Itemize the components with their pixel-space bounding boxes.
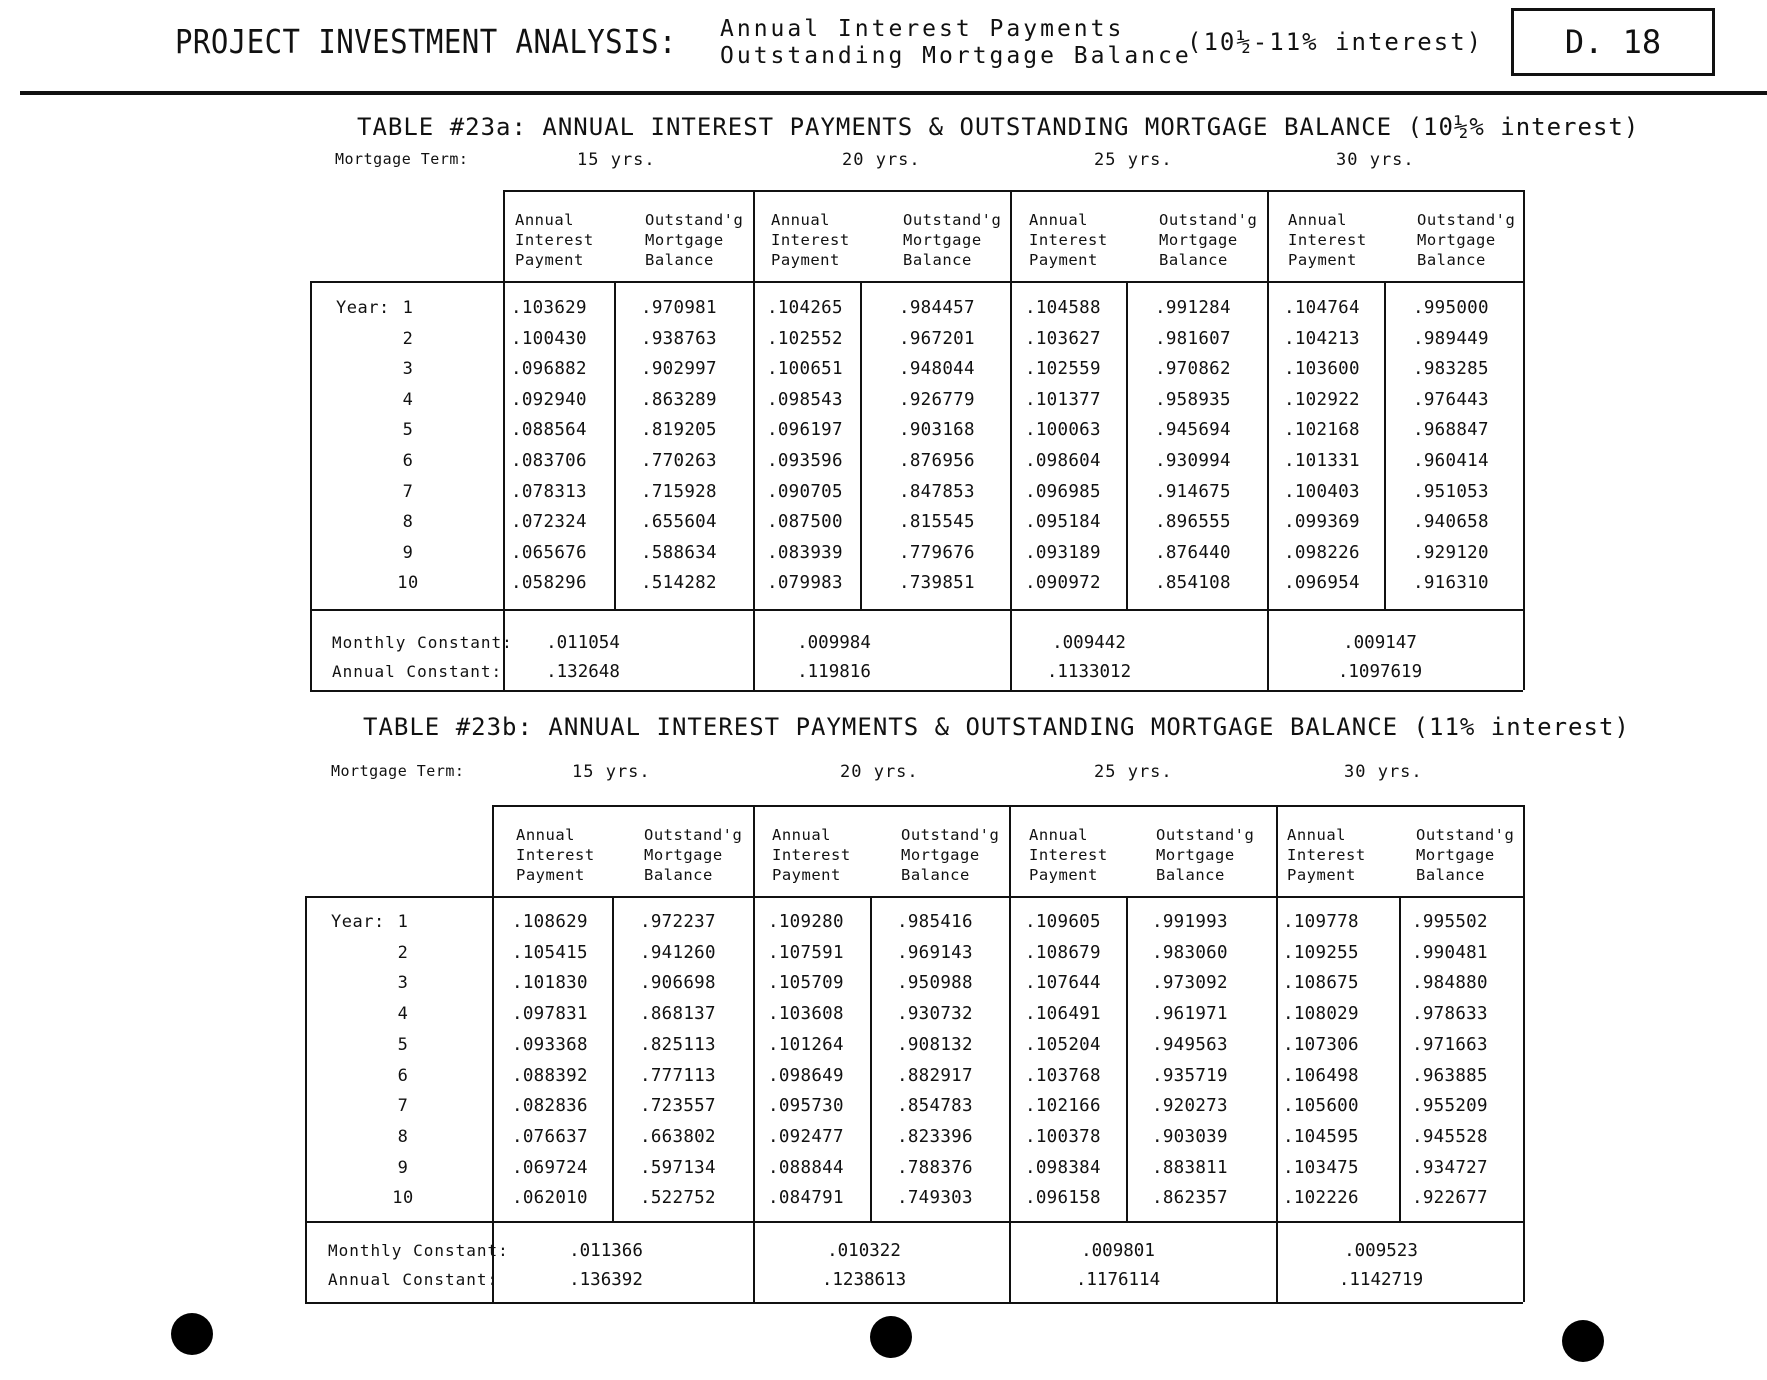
- mortgage-balance-cell: .847853: [899, 481, 975, 502]
- mortgage-balance-cell: .934727: [1412, 1157, 1488, 1178]
- page-subtitle-line-1: Annual Interest Payments: [720, 16, 1125, 42]
- interest-payment-cell: .108679: [1025, 942, 1101, 963]
- year-number: 1: [397, 912, 409, 932]
- mortgage-balance-cell: .972237: [640, 912, 716, 932]
- mortgage-balance-cell: .823396: [897, 1126, 973, 1147]
- mortgage-balance-cell: .655604: [641, 512, 717, 533]
- mortgage-balance-cell: .983060: [1152, 942, 1228, 963]
- term-group-rule: [503, 190, 505, 690]
- interest-payment-cell: .092940: [511, 389, 587, 410]
- mortgage-balance-cell: .958935: [1155, 389, 1231, 410]
- outstanding-balance-header: Outstand'g Mortgage Balance: [1416, 826, 1515, 884]
- mortgage-balance-cell: .777113: [640, 1065, 716, 1086]
- mortgage-balance-cell: .991993: [1152, 912, 1228, 932]
- interest-payment-cell: .100063: [1025, 420, 1101, 441]
- year-number: 8: [397, 1126, 409, 1147]
- interest-payment-cell: .098649: [768, 1065, 844, 1086]
- column-split-rule: [612, 896, 614, 1221]
- body-bottom-rule: [305, 1221, 1523, 1223]
- interest-payment-cell: .102922: [1284, 389, 1360, 410]
- mortgage-balance-cell: .940658: [1413, 512, 1489, 533]
- annual-interest-payment-header: Annual Interest Payment: [515, 211, 594, 269]
- mortgage-balance-cell: .854783: [897, 1096, 973, 1117]
- interest-payment-cell: .102552: [767, 328, 843, 349]
- interest-payment-cell: .101830: [512, 973, 588, 994]
- interest-payment-cell: .104265: [767, 298, 843, 318]
- interest-payment-cell: .093596: [767, 451, 843, 471]
- mortgage-balance-cell: .819205: [641, 420, 717, 441]
- interest-payment-cell: .104764: [1284, 298, 1360, 318]
- term-group-rule: [753, 190, 755, 690]
- interest-payment-cell: .088564: [511, 420, 587, 441]
- column-split-rule: [870, 896, 872, 1221]
- table-top-rule: [503, 190, 1523, 192]
- year-number: 6: [397, 1065, 409, 1086]
- monthly-constant-value: .011054: [546, 633, 620, 653]
- mortgage-balance-cell: .916310: [1413, 573, 1489, 594]
- mortgage-balance-cell: .902997: [641, 359, 717, 380]
- page-subtitle: [720, 16, 1192, 70]
- interest-payment-cell: .104595: [1283, 1126, 1359, 1147]
- mortgage-balance-cell: .788376: [897, 1157, 973, 1178]
- interest-payment-cell: .096954: [1284, 573, 1360, 594]
- interest-payment-cell: .092477: [768, 1126, 844, 1147]
- interest-payment-cell: .107644: [1025, 973, 1101, 994]
- interest-payment-cell: .100378: [1025, 1126, 1101, 1147]
- interest-payment-cell: .104588: [1025, 298, 1101, 318]
- mortgage-balance-cell: .926779: [899, 389, 975, 410]
- interest-payment-cell: .101377: [1025, 389, 1101, 410]
- mortgage-balance-cell: .978633: [1412, 1004, 1488, 1025]
- mortgage-balance-cell: .983285: [1413, 359, 1489, 380]
- annual-constant-label: Annual Constant:: [328, 1270, 499, 1289]
- interest-payment-cell: .105709: [768, 973, 844, 994]
- interest-payment-cell: .076637: [512, 1126, 588, 1147]
- column-split-rule: [1384, 281, 1386, 609]
- mortgage-balance-cell: .588634: [641, 542, 717, 563]
- year-label: Year:: [336, 298, 390, 318]
- right-rule: [1523, 805, 1525, 1302]
- interest-payment-cell: .088392: [512, 1065, 588, 1086]
- mortgage-balance-cell: .935719: [1152, 1065, 1228, 1086]
- year-number: 9: [402, 542, 414, 563]
- mortgage-balance-cell: .938763: [641, 328, 717, 349]
- body-bottom-rule: [310, 609, 1523, 611]
- outstanding-balance-header: Outstand'g Mortgage Balance: [903, 211, 1002, 269]
- mortgage-balance-cell: .906698: [640, 973, 716, 994]
- interest-payment-cell: .096985: [1025, 481, 1101, 502]
- mortgage-balance-cell: .903168: [899, 420, 975, 441]
- mortgage-balance-cell: .973092: [1152, 973, 1228, 994]
- interest-payment-cell: .083706: [511, 451, 587, 471]
- mortgage-balance-cell: .981607: [1155, 328, 1231, 349]
- interest-payment-cell: .088844: [768, 1157, 844, 1178]
- interest-payment-cell: .062010: [512, 1188, 588, 1209]
- mortgage-balance-cell: .995502: [1412, 912, 1488, 932]
- mortgage-balance-cell: .989449: [1413, 328, 1489, 349]
- interest-payment-cell: .102168: [1284, 420, 1360, 441]
- annual-interest-payment-header: Annual Interest Payment: [1029, 211, 1108, 269]
- mortgage-balance-cell: .969143: [897, 942, 973, 963]
- column-split-rule: [614, 281, 616, 609]
- annual-interest-payment-header: Annual Interest Payment: [771, 211, 850, 269]
- mortgage-balance-cell: .945528: [1412, 1126, 1488, 1147]
- right-rule: [1523, 190, 1525, 690]
- mortgage-balance-cell: .876956: [899, 451, 975, 471]
- mortgage-balance-cell: .749303: [897, 1188, 973, 1209]
- interest-payment-cell: .087500: [767, 512, 843, 533]
- year-number: 4: [397, 1004, 409, 1025]
- punch-hole-right: [1562, 1320, 1604, 1362]
- interest-payment-cell: .105415: [512, 942, 588, 963]
- interest-payment-cell: .109255: [1283, 942, 1359, 963]
- mortgage-balance-cell: .968847: [1413, 420, 1489, 441]
- mortgage-balance-cell: .896555: [1155, 512, 1231, 533]
- mortgage-balance-cell: .863289: [641, 389, 717, 410]
- interest-payment-cell: .093368: [512, 1034, 588, 1055]
- interest-payment-cell: .079983: [767, 573, 843, 594]
- interest-payment-cell: .107306: [1283, 1034, 1359, 1055]
- monthly-constant-label: Monthly Constant:: [328, 1241, 509, 1260]
- monthly-constant-label: Monthly Constant:: [332, 633, 513, 652]
- term-group-rule: [1276, 805, 1278, 1302]
- outstanding-balance-header: Outstand'g Mortgage Balance: [1159, 211, 1258, 269]
- interest-payment-cell: .103600: [1284, 359, 1360, 380]
- interest-payment-cell: .108675: [1283, 973, 1359, 994]
- annual-constant-label: Annual Constant:: [332, 662, 503, 681]
- year-number: 5: [402, 420, 414, 441]
- annual-constant-value: .119816: [797, 662, 871, 682]
- annual-constant-value: .136392: [569, 1270, 643, 1290]
- interest-payment-cell: .065676: [511, 542, 587, 563]
- mortgage-balance-cell: .868137: [640, 1004, 716, 1025]
- column-split-rule: [1126, 281, 1128, 609]
- mortgage-balance-cell: .951053: [1413, 481, 1489, 502]
- interest-payment-cell: .096197: [767, 420, 843, 441]
- annual-constant-value: .1142719: [1338, 1270, 1424, 1290]
- mortgage-balance-cell: .995000: [1413, 298, 1489, 318]
- year-number: 5: [397, 1034, 409, 1055]
- table-top-rule: [492, 805, 1523, 807]
- interest-payment-cell: .104213: [1284, 328, 1360, 349]
- mortgage-balance-cell: .739851: [899, 573, 975, 594]
- interest-payment-cell: .106491: [1025, 1004, 1101, 1025]
- header-bottom-rule: [310, 281, 1523, 283]
- interest-payment-cell: .084791: [768, 1188, 844, 1209]
- interest-payment-cell: .097831: [512, 1004, 588, 1025]
- year-number: 10: [392, 1188, 414, 1209]
- interest-payment-cell: .090705: [767, 481, 843, 502]
- interest-payment-cell: .105600: [1283, 1096, 1359, 1117]
- mortgage-balance-cell: .976443: [1413, 389, 1489, 410]
- interest-payment-cell: .100651: [767, 359, 843, 380]
- mortgage-balance-cell: .723557: [640, 1096, 716, 1117]
- interest-payment-cell: .102559: [1025, 359, 1101, 380]
- interest-payment-cell: .090972: [1025, 573, 1101, 594]
- interest-payment-cell: .100403: [1284, 481, 1360, 502]
- interest-payment-cell: .058296: [511, 573, 587, 594]
- mortgage-balance-cell: .514282: [641, 573, 717, 594]
- interest-payment-cell: .108029: [1283, 1004, 1359, 1025]
- mortgage-balance-cell: .854108: [1155, 573, 1231, 594]
- interest-payment-cell: .109280: [768, 912, 844, 932]
- interest-payment-cell: .078313: [511, 481, 587, 502]
- mortgage-balance-cell: .945694: [1155, 420, 1231, 441]
- mortgage-balance-cell: .960414: [1413, 451, 1489, 471]
- mortgage-balance-cell: .990481: [1412, 942, 1488, 963]
- year-number: 8: [402, 512, 414, 533]
- mortgage-balance-cell: .967201: [899, 328, 975, 349]
- outstanding-balance-header: Outstand'g Mortgage Balance: [645, 211, 744, 269]
- constant-bottom-rule: [310, 690, 1523, 692]
- year-number: 4: [402, 389, 414, 410]
- term-group-rule: [1267, 190, 1269, 690]
- page-code-box: [1511, 8, 1715, 76]
- monthly-constant-value: .009442: [1052, 633, 1126, 653]
- mortgage-balance-cell: .770263: [641, 451, 717, 471]
- punch-hole-center: [870, 1316, 912, 1358]
- year-number: 1: [402, 298, 414, 318]
- annual-interest-payment-header: Annual Interest Payment: [1287, 826, 1366, 884]
- mortgage-balance-cell: .950988: [897, 973, 973, 994]
- year-number: 2: [402, 328, 414, 349]
- interest-payment-cell: .095184: [1025, 512, 1101, 533]
- annual-constant-value: .1097619: [1337, 662, 1423, 682]
- annual-constant-value: .1133012: [1046, 662, 1132, 682]
- mortgage-balance-cell: .876440: [1155, 542, 1231, 563]
- header-bottom-rule: [305, 896, 1523, 898]
- interest-payment-cell: .105204: [1025, 1034, 1101, 1055]
- mortgage-balance-cell: .929120: [1413, 542, 1489, 563]
- annual-constant-value: .1176114: [1075, 1270, 1161, 1290]
- column-split-rule: [1126, 896, 1128, 1221]
- mortgage-balance-cell: .930994: [1155, 451, 1231, 471]
- mortgage-balance-cell: .971663: [1412, 1034, 1488, 1055]
- year-number: 7: [402, 481, 414, 502]
- interest-payment-cell: .106498: [1283, 1065, 1359, 1086]
- outstanding-balance-header: Outstand'g Mortgage Balance: [644, 826, 743, 884]
- year-number: 3: [397, 973, 409, 994]
- monthly-constant-value: .011366: [569, 1241, 643, 1261]
- interest-payment-cell: .107591: [768, 942, 844, 963]
- mortgage-balance-cell: .825113: [640, 1034, 716, 1055]
- term-group-rule: [492, 805, 494, 1302]
- annual-interest-payment-header: Annual Interest Payment: [516, 826, 595, 884]
- table-title: TABLE #23a: ANNUAL INTEREST PAYMENTS & OUTSTANDING MORTGAGE BALANCE (10½% interest): [357, 113, 1640, 141]
- punch-hole-left: [171, 1313, 213, 1355]
- year-number: 3: [402, 359, 414, 380]
- mortgage-balance-cell: .941260: [640, 942, 716, 963]
- interest-payment-cell: .103768: [1025, 1065, 1101, 1086]
- monthly-constant-value: .009801: [1081, 1241, 1155, 1261]
- interest-payment-cell: .098543: [767, 389, 843, 410]
- monthly-constant-value: .009984: [797, 633, 871, 653]
- interest-rate-range: (10½-11% interest): [1187, 28, 1484, 56]
- mortgage-balance-cell: .920273: [1152, 1096, 1228, 1117]
- mortgage-balance-cell: .597134: [640, 1157, 716, 1178]
- mortgage-balance-cell: .930732: [897, 1004, 973, 1025]
- mortgage-term-value: 25 yrs.: [1094, 762, 1173, 782]
- interest-payment-cell: .103608: [768, 1004, 844, 1025]
- mortgage-balance-cell: .815545: [899, 512, 975, 533]
- term-group-rule: [753, 805, 755, 1302]
- interest-payment-cell: .082836: [512, 1096, 588, 1117]
- mortgage-balance-cell: .984880: [1412, 973, 1488, 994]
- mortgage-balance-cell: .970862: [1155, 359, 1231, 380]
- monthly-constant-value: .010322: [827, 1241, 901, 1261]
- interest-payment-cell: .098384: [1025, 1157, 1101, 1178]
- mortgage-balance-cell: .984457: [899, 298, 975, 318]
- left-rule: [310, 281, 312, 690]
- page-code: D. 18: [1564, 23, 1662, 61]
- year-number: 7: [397, 1096, 409, 1117]
- column-split-rule: [860, 281, 862, 609]
- mortgage-balance-cell: .914675: [1155, 481, 1231, 502]
- mortgage-balance-cell: .970981: [641, 298, 717, 318]
- term-group-rule: [1009, 805, 1011, 1302]
- interest-payment-cell: .072324: [511, 512, 587, 533]
- mortgage-balance-cell: .883811: [1152, 1157, 1228, 1178]
- left-rule: [305, 896, 307, 1302]
- term-group-rule: [1010, 190, 1012, 690]
- interest-payment-cell: .069724: [512, 1157, 588, 1178]
- annual-interest-payment-header: Annual Interest Payment: [1029, 826, 1108, 884]
- year-number: 2: [397, 942, 409, 963]
- mortgage-balance-cell: .882917: [897, 1065, 973, 1086]
- monthly-constant-value: .009147: [1343, 633, 1417, 653]
- mortgage-balance-cell: .779676: [899, 542, 975, 563]
- outstanding-balance-header: Outstand'g Mortgage Balance: [1417, 211, 1516, 269]
- interest-payment-cell: .093189: [1025, 542, 1101, 563]
- mortgage-term-label: Mortgage Term:: [331, 762, 465, 780]
- interest-payment-cell: .103475: [1283, 1157, 1359, 1178]
- mortgage-term-value: 25 yrs.: [1094, 150, 1173, 170]
- interest-payment-cell: .098604: [1025, 451, 1101, 471]
- mortgage-term-value: 15 yrs.: [572, 762, 651, 782]
- mortgage-term-value: 20 yrs.: [842, 150, 921, 170]
- year-number: 6: [402, 451, 414, 471]
- annual-interest-payment-header: Annual Interest Payment: [1288, 211, 1367, 269]
- mortgage-balance-cell: .991284: [1155, 298, 1231, 318]
- header-rule: [20, 91, 1767, 95]
- constant-bottom-rule: [305, 1302, 1523, 1304]
- interest-payment-cell: .103629: [511, 298, 587, 318]
- interest-payment-cell: .083939: [767, 542, 843, 563]
- interest-payment-cell: .095730: [768, 1096, 844, 1117]
- year-label: Year:: [331, 912, 385, 932]
- monthly-constant-value: .009523: [1344, 1241, 1418, 1261]
- year-number: 9: [397, 1157, 409, 1178]
- mortgage-balance-cell: .963885: [1412, 1065, 1488, 1086]
- interest-payment-cell: .102226: [1283, 1188, 1359, 1209]
- mortgage-term-value: 30 yrs.: [1344, 762, 1423, 782]
- mortgage-balance-cell: .961971: [1152, 1004, 1228, 1025]
- mortgage-balance-cell: .522752: [640, 1188, 716, 1209]
- annual-constant-value: .1238613: [821, 1270, 907, 1290]
- interest-payment-cell: .102166: [1025, 1096, 1101, 1117]
- interest-payment-cell: .101264: [768, 1034, 844, 1055]
- interest-payment-cell: .108629: [512, 912, 588, 932]
- page-subtitle-line-2: Outstanding Mortgage Balance: [720, 43, 1192, 69]
- mortgage-balance-cell: .862357: [1152, 1188, 1228, 1209]
- mortgage-balance-cell: .663802: [640, 1126, 716, 1147]
- table-title: TABLE #23b: ANNUAL INTEREST PAYMENTS & OUTSTANDING MORTGAGE BALANCE (11% interest): [363, 713, 1630, 741]
- year-number: 10: [397, 573, 419, 594]
- mortgage-term-value: 20 yrs.: [840, 762, 919, 782]
- column-split-rule: [1399, 896, 1401, 1221]
- mortgage-balance-cell: .715928: [641, 481, 717, 502]
- outstanding-balance-header: Outstand'g Mortgage Balance: [901, 826, 1000, 884]
- mortgage-balance-cell: .948044: [899, 359, 975, 380]
- annual-interest-payment-header: Annual Interest Payment: [772, 826, 851, 884]
- page-title: PROJECT INVESTMENT ANALYSIS:: [175, 22, 677, 61]
- mortgage-balance-cell: .908132: [897, 1034, 973, 1055]
- mortgage-balance-cell: .955209: [1412, 1096, 1488, 1117]
- annual-constant-value: .132648: [546, 662, 620, 682]
- interest-payment-cell: .103627: [1025, 328, 1101, 349]
- interest-payment-cell: .096882: [511, 359, 587, 380]
- mortgage-term-value: 15 yrs.: [577, 150, 656, 170]
- interest-payment-cell: .098226: [1284, 542, 1360, 563]
- outstanding-balance-header: Outstand'g Mortgage Balance: [1156, 826, 1255, 884]
- mortgage-balance-cell: .922677: [1412, 1188, 1488, 1209]
- interest-payment-cell: .109605: [1025, 912, 1101, 932]
- interest-payment-cell: .100430: [511, 328, 587, 349]
- mortgage-balance-cell: .985416: [897, 912, 973, 932]
- mortgage-balance-cell: .949563: [1152, 1034, 1228, 1055]
- interest-payment-cell: .096158: [1025, 1188, 1101, 1209]
- interest-payment-cell: .109778: [1283, 912, 1359, 932]
- mortgage-term-value: 30 yrs.: [1336, 150, 1415, 170]
- interest-payment-cell: .099369: [1284, 512, 1360, 533]
- interest-payment-cell: .101331: [1284, 451, 1360, 471]
- mortgage-term-label: Mortgage Term:: [335, 150, 469, 168]
- mortgage-balance-cell: .903039: [1152, 1126, 1228, 1147]
